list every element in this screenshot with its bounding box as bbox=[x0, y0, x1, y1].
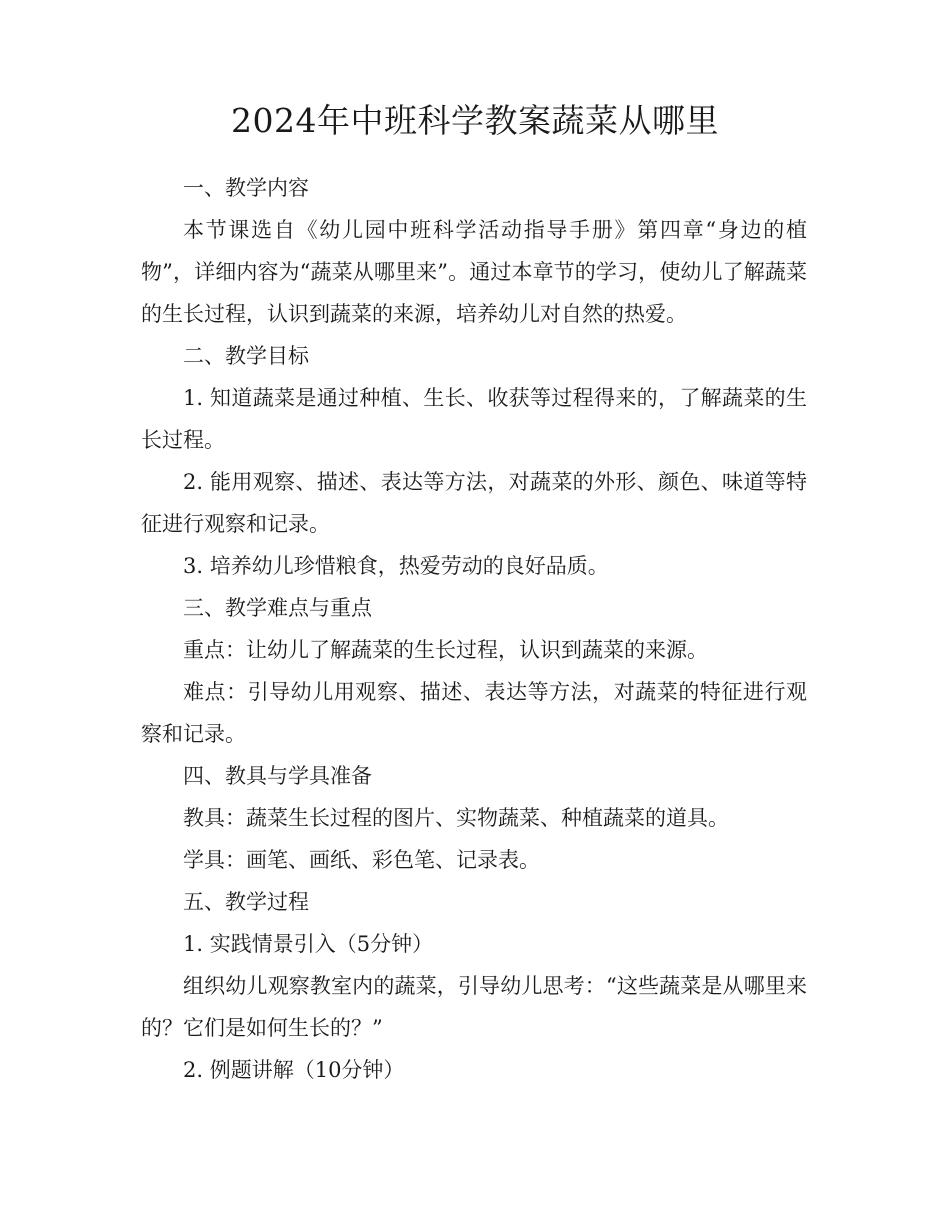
process-step-2: 2. 例题讲解（10分钟） bbox=[183, 1058, 405, 1082]
process-step-1-detail: 组织幼儿观察教室内的蔬菜，引导幼儿思考：“这些蔬菜是从哪里来的？它们是如何生长的？” bbox=[141, 974, 807, 1040]
objective-item-2: 2. 能用观察、描述、表达等方法，对蔬菜的外形、颜色、味道等特征进行观察和记录。 bbox=[141, 470, 807, 536]
objective-item-1: 1. 知道蔬菜是通过种植、生长、收获等过程得来的，了解蔬菜的生长过程。 bbox=[141, 386, 807, 452]
key-point-difficulty: 难点：引导幼儿用观察、描述、表达等方法，对蔬菜的特征进行观察和记录。 bbox=[141, 680, 807, 746]
materials-student: 学具：画笔、画纸、彩色笔、记录表。 bbox=[183, 848, 540, 872]
section-heading-key-points: 三、教学难点与重点 bbox=[183, 596, 372, 620]
document-body bbox=[141, 167, 807, 1091]
document-title: 2024年中班科学教案蔬菜从哪里 bbox=[231, 101, 719, 140]
objective-item-3: 3. 培养幼儿珍惜粮食，热爱劳动的良好品质。 bbox=[183, 554, 609, 578]
paragraph-content-intro: 本节课选自《幼儿园中班科学活动指导手册》第四章“身边的植物”，详细内容为“蔬菜从哪里来”。通过本章节的学习，使幼儿了解蔬菜的生长过程，认识到蔬菜的来源，培养幼儿对自然的热爱。 bbox=[141, 218, 807, 326]
materials-teacher: 教具：蔬菜生长过程的图片、实物蔬菜、种植蔬菜的道具。 bbox=[183, 806, 729, 830]
key-point-focus: 重点：让幼儿了解蔬菜的生长过程，认识到蔬菜的来源。 bbox=[183, 638, 708, 662]
section-heading-materials: 四、教具与学具准备 bbox=[183, 764, 372, 788]
section-heading-objectives: 二、教学目标 bbox=[183, 344, 309, 368]
process-step-1: 1. 实践情景引入（5分钟） bbox=[183, 932, 434, 956]
section-heading-process: 五、教学过程 bbox=[183, 890, 309, 914]
section-heading-content: 一、教学内容 bbox=[183, 176, 309, 200]
